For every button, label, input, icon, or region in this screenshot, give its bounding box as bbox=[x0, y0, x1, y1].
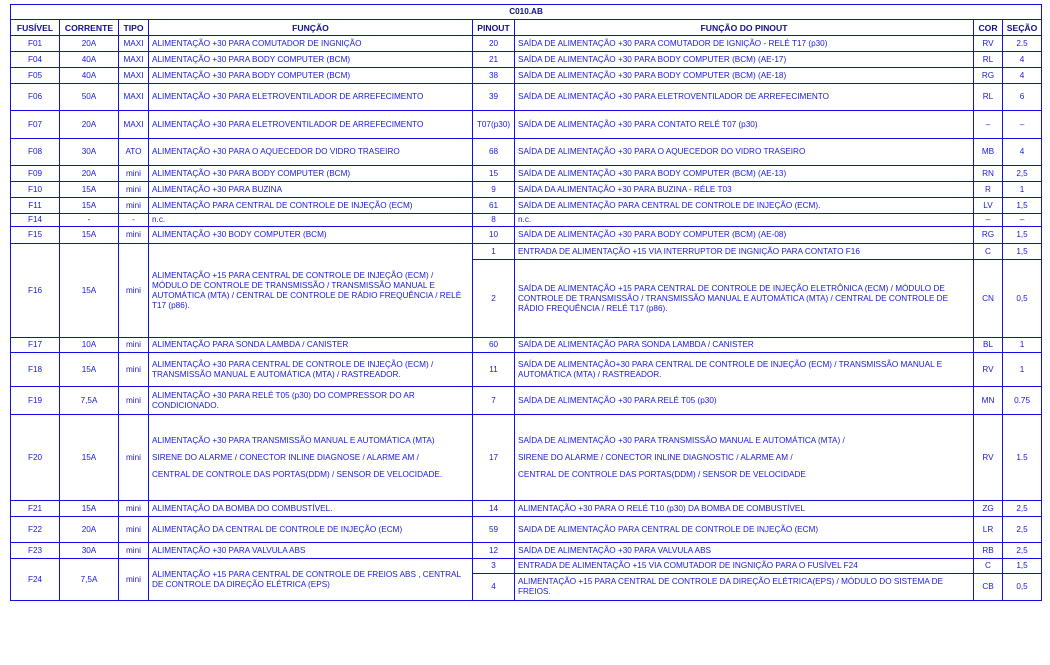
wire-color: MB bbox=[974, 139, 1003, 166]
fuse-type: mini bbox=[119, 543, 149, 559]
wire-section: 1 bbox=[1003, 182, 1042, 198]
fuse-function: ALIMENTAÇÃO +30 PARA VALVULA ABS bbox=[149, 543, 473, 559]
pinout-function: SAÍDA DE ALIMENTAÇÃO +30 PARA BODY COMPUTER (BCM) (AE-18) bbox=[515, 68, 974, 84]
pinout: 9 bbox=[473, 182, 515, 198]
pinout: 21 bbox=[473, 52, 515, 68]
fuse-current: 15A bbox=[60, 501, 119, 517]
fuse-function: ALIMENTAÇÃO PARA CENTRAL DE CONTROLE DE INJEÇÃO (ECM) bbox=[149, 198, 473, 214]
fuse-id: F22 bbox=[11, 517, 60, 543]
fuse-id: F20 bbox=[11, 415, 60, 501]
pinout-function: SAÍDA DE ALIMENTAÇÃO +30 PARA BODY COMPUTER (BCM) (AE-17) bbox=[515, 52, 974, 68]
fuse-id: F09 bbox=[11, 166, 60, 182]
header-tipo: TIPO bbox=[119, 20, 149, 36]
fuse-current: 15A bbox=[60, 198, 119, 214]
fuse-function: ALIMENTAÇÃO +30 PARA BUZINA bbox=[149, 182, 473, 198]
fuse-function: n.c. bbox=[149, 214, 473, 227]
pinout-function bbox=[515, 415, 974, 501]
wire-section: 6 bbox=[1003, 84, 1042, 111]
fuse-function: ALIMENTAÇÃO +30 PARA RELÉ T05 (p30) DO COMPRESSOR DO AR CONDICIONADO. bbox=[149, 387, 473, 415]
wire-color: RL bbox=[974, 52, 1003, 68]
connector-title: C010.AB bbox=[11, 5, 1042, 20]
wire-section: – bbox=[1003, 214, 1042, 227]
pinout-function: ALIMENTAÇÃO +15 PARA CENTRAL DE CONTROLE DA DIREÇÃO ELÉTRICA(EPS) / MÓDULO DO SISTEMA DE FREIOS. bbox=[515, 574, 974, 601]
pinout: 17 bbox=[473, 415, 515, 501]
fuse-current: 20A bbox=[60, 517, 119, 543]
wire-color: BL bbox=[974, 338, 1003, 353]
fuse-type: MAXI bbox=[119, 52, 149, 68]
fuse-type: mini bbox=[119, 198, 149, 214]
pinout: 4 bbox=[473, 574, 515, 601]
fuse-function: ALIMENTAÇÃO DA BOMBA DO COMBUSTÍVEL. bbox=[149, 501, 473, 517]
table-row bbox=[11, 559, 1042, 574]
pinout-function: SAIDA DE ALIMENTAÇÃO PARA CENTRAL DE CONTROLE DE INJEÇÃO (ECM) bbox=[515, 517, 974, 543]
fuse-current: 15A bbox=[60, 244, 119, 338]
fuse-id: F21 bbox=[11, 501, 60, 517]
fuse-current: 40A bbox=[60, 52, 119, 68]
table-row bbox=[11, 36, 1042, 52]
wire-section: 1 bbox=[1003, 353, 1042, 387]
wire-section: 2.5 bbox=[1003, 36, 1042, 52]
wire-color: MN bbox=[974, 387, 1003, 415]
wire-section: 0,5 bbox=[1003, 574, 1042, 601]
wire-color: CN bbox=[974, 260, 1003, 338]
table-body bbox=[11, 36, 1042, 601]
pinout: 60 bbox=[473, 338, 515, 353]
fuse-type: MAXI bbox=[119, 111, 149, 139]
wire-section: 4 bbox=[1003, 139, 1042, 166]
wire-color: ZG bbox=[974, 501, 1003, 517]
fuse-type: mini bbox=[119, 415, 149, 501]
fuse-id: F14 bbox=[11, 214, 60, 227]
fuse-function: ALIMENTAÇÃO +30 PARA COMUTADOR DE INGNIÇÃO bbox=[149, 36, 473, 52]
pinout-function: SAÍDA DE ALIMENTAÇÃO +30 PARA VALVULA ABS bbox=[515, 543, 974, 559]
fuse-type: mini bbox=[119, 244, 149, 338]
fuse-table bbox=[10, 4, 1042, 601]
fuse-type: mini bbox=[119, 166, 149, 182]
pinout: 59 bbox=[473, 517, 515, 543]
fuse-current: 15A bbox=[60, 182, 119, 198]
pinout: 38 bbox=[473, 68, 515, 84]
wire-color: – bbox=[974, 214, 1003, 227]
table-row bbox=[11, 244, 1042, 260]
fuse-function: ALIMENTAÇÃO +30 BODY COMPUTER (BCM) bbox=[149, 227, 473, 244]
pinout: 15 bbox=[473, 166, 515, 182]
wire-color: RL bbox=[974, 84, 1003, 111]
fuse-id: F17 bbox=[11, 338, 60, 353]
fuse-type: mini bbox=[119, 387, 149, 415]
table-row bbox=[11, 387, 1042, 415]
fuse-type: mini bbox=[119, 182, 149, 198]
fuse-function: ALIMENTAÇÃO +30 PARA ELETROVENTILADOR DE ARREFECIMENTO bbox=[149, 111, 473, 139]
fuse-function: ALIMENTAÇÃO DA CENTRAL DE CONTROLE DE INJEÇÃO (ECM) bbox=[149, 517, 473, 543]
fuse-id: F23 bbox=[11, 543, 60, 559]
pinout-function: SAÍDA DE ALIMENTAÇÃO +30 PARA BODY COMPUTER (BCM) (AE-08) bbox=[515, 227, 974, 244]
fuse-current: 30A bbox=[60, 543, 119, 559]
wire-section: 0.75 bbox=[1003, 387, 1042, 415]
header-fusivel: FUSÍVEL bbox=[11, 20, 60, 36]
table-row bbox=[11, 84, 1042, 111]
wire-color: – bbox=[974, 111, 1003, 139]
pinout-function: SAÍDA DE ALIMENTAÇÃO +30 PARA ELETROVENTILADOR DE ARREFECIMENTO bbox=[515, 84, 974, 111]
pinout: 12 bbox=[473, 543, 515, 559]
wire-section: 1,5 bbox=[1003, 198, 1042, 214]
header-cor: COR bbox=[974, 20, 1003, 36]
fuse-id: F10 bbox=[11, 182, 60, 198]
table-row bbox=[11, 517, 1042, 543]
wire-color: RN bbox=[974, 166, 1003, 182]
table-row bbox=[11, 338, 1042, 353]
pinout-function: ENTRADA DE ALIMENTAÇÃO +15 VIA INTERRUPTOR DE INGNIÇÃO PARA CONTATO F16 bbox=[515, 244, 974, 260]
table-row bbox=[11, 52, 1042, 68]
wire-color: C bbox=[974, 244, 1003, 260]
fuse-id: F19 bbox=[11, 387, 60, 415]
wire-color: RV bbox=[974, 353, 1003, 387]
wire-section: 2,5 bbox=[1003, 517, 1042, 543]
fuse-function: ALIMENTAÇÃO +30 PARA ELETROVENTILADOR DE ARREFECIMENTO bbox=[149, 84, 473, 111]
wire-color: RG bbox=[974, 68, 1003, 84]
wire-color: CB bbox=[974, 574, 1003, 601]
fuse-current: 50A bbox=[60, 84, 119, 111]
fuse-type: MAXI bbox=[119, 68, 149, 84]
wire-section: 1.5 bbox=[1003, 415, 1042, 501]
pinout-function-line: SIRENE DO ALARME / CONECTOR INLINE DIAGNOSTIC / ALARME AM / bbox=[518, 452, 793, 462]
fuse-function: ALIMENTAÇÃO PARA SONDA LAMBDA / CANISTER bbox=[149, 338, 473, 353]
pinout: 20 bbox=[473, 36, 515, 52]
table-row bbox=[11, 68, 1042, 84]
pinout-function-line: SAÍDA DE ALIMENTAÇÃO +30 PARA TRANSMISSÃO MANUAL E AUTOMÁTICA (MTA) / bbox=[518, 435, 845, 445]
header-funcao: FUNÇÃO bbox=[149, 20, 473, 36]
wire-section: 1,5 bbox=[1003, 244, 1042, 260]
wire-section: 4 bbox=[1003, 52, 1042, 68]
fuse-function: ALIMENTAÇÃO +30 PARA BODY COMPUTER (BCM) bbox=[149, 68, 473, 84]
fuse-function: ALIMENTAÇÃO +15 PARA CENTRAL DE CONTROLE DE INJEÇÃO (ECM) / MÓDULO DE CONTROLE DE TRANSMISSÃO / TRANSMISSÃO MANUAL E AUTOMÁTICA (MTA) / CENTRAL DE CONTROLE DE RÁDIO FREQUÊNCIA / RELÉ T17 (p86). bbox=[149, 244, 473, 338]
fuse-id: F01 bbox=[11, 36, 60, 52]
wire-section: 4 bbox=[1003, 68, 1042, 84]
fuse-current: 7,5A bbox=[60, 559, 119, 601]
table-row bbox=[11, 198, 1042, 214]
fuse-current: 30A bbox=[60, 139, 119, 166]
fuse-current: 10A bbox=[60, 338, 119, 353]
table-row bbox=[11, 214, 1042, 227]
pinout-function: SAÍDA DE ALIMENTAÇÃO+30 PARA CENTRAL DE CONTROLE DE INJEÇÃO (ECM) / TRANSMISSÃO MANUAL E AUTOMÁTICA (MTA) / RASTREADOR. bbox=[515, 353, 974, 387]
header-secao: SEÇÃO bbox=[1003, 20, 1042, 36]
fuse-type: MAXI bbox=[119, 36, 149, 52]
fuse-type: mini bbox=[119, 353, 149, 387]
wire-color: RV bbox=[974, 415, 1003, 501]
fuse-id: F07 bbox=[11, 111, 60, 139]
header-row bbox=[11, 20, 1042, 36]
pinout: 3 bbox=[473, 559, 515, 574]
header-pinout: PINOUT bbox=[473, 20, 515, 36]
pinout: 10 bbox=[473, 227, 515, 244]
wire-section: 2,5 bbox=[1003, 166, 1042, 182]
wire-color: LV bbox=[974, 198, 1003, 214]
fuse-type: mini bbox=[119, 517, 149, 543]
fuse-id: F15 bbox=[11, 227, 60, 244]
fuse-current: 40A bbox=[60, 68, 119, 84]
pinout: 61 bbox=[473, 198, 515, 214]
header-corrente: CORRENTE bbox=[60, 20, 119, 36]
fuse-id: F11 bbox=[11, 198, 60, 214]
wire-color: RB bbox=[974, 543, 1003, 559]
pinout: 8 bbox=[473, 214, 515, 227]
wire-color: RG bbox=[974, 227, 1003, 244]
fuse-current: 15A bbox=[60, 227, 119, 244]
fuse-current: 7,5A bbox=[60, 387, 119, 415]
fuse-type: ATO bbox=[119, 139, 149, 166]
pinout-function: SAÍDA DE ALIMENTAÇÃO +30 PARA COMUTADOR DE IGNIÇÃO - RELÉ T17 (p30) bbox=[515, 36, 974, 52]
wire-section: 2,5 bbox=[1003, 501, 1042, 517]
pinout: 7 bbox=[473, 387, 515, 415]
fuse-id: F04 bbox=[11, 52, 60, 68]
wire-section: 1 bbox=[1003, 338, 1042, 353]
wire-color: LR bbox=[974, 517, 1003, 543]
fuse-current: 15A bbox=[60, 353, 119, 387]
pinout: 2 bbox=[473, 260, 515, 338]
fuse-function: ALIMENTAÇÃO +15 PARA CENTRAL DE CONTROLE DE FREIOS ABS , CENTRAL DE CONTROLE DA DIREÇÃO ELÉTRICA (EPS) bbox=[149, 559, 473, 601]
header-funcao-pinout: FUNÇÃO DO PINOUT bbox=[515, 20, 974, 36]
fuse-current: 20A bbox=[60, 111, 119, 139]
wire-section: 0,5 bbox=[1003, 260, 1042, 338]
wire-color: R bbox=[974, 182, 1003, 198]
fuse-current: - bbox=[60, 214, 119, 227]
table-row bbox=[11, 415, 1042, 501]
table-row bbox=[11, 182, 1042, 198]
pinout-function-line: CENTRAL DE CONTROLE DAS PORTAS(DDM) / SENSOR DE VELOCIDADE bbox=[518, 469, 806, 479]
pinout: 68 bbox=[473, 139, 515, 166]
fuse-function: ALIMENTAÇÃO +30 PARA O AQUECEDOR DO VIDRO TRASEIRO bbox=[149, 139, 473, 166]
pinout-function: n.c. bbox=[515, 214, 974, 227]
table-row bbox=[11, 111, 1042, 139]
fuse-current: 20A bbox=[60, 166, 119, 182]
pinout-function: SAÍDA DE ALIMENTAÇÃO +30 PARA RELÉ T05 (p30) bbox=[515, 387, 974, 415]
table-row bbox=[11, 543, 1042, 559]
pinout-function: SAÍDA DE ALIMENTAÇÃO +30 PARA BODY COMPUTER (BCM) (AE-13) bbox=[515, 166, 974, 182]
pinout-function: ALIMENTAÇÃO +30 PARA O RELÉ T10 (p30) DA BOMBA DE COMBUSTÍVEL bbox=[515, 501, 974, 517]
pinout-function: ENTRADA DE ALIMENTAÇÃO +15 VIA COMUTADOR DE INGNIÇÃO PARA O FUSÍVEL F24 bbox=[515, 559, 974, 574]
fuse-type: mini bbox=[119, 227, 149, 244]
wire-section: 1,5 bbox=[1003, 227, 1042, 244]
pinout-function: SAÍDA DE ALIMENTAÇÃO +15 PARA CENTRAL DE CONTROLE DE INJEÇÃO ELETRÔNICA (ECM) / MÓDULO DE CONTROLE DE TRANSMISSÃO / TRANSMISSÃO MANUAL E AUTOMÁTICA (MTA) / CENTRAL DE CONTROLE DE RÁDIO FREQUÊNCIA / RELÉ T17 (p86). bbox=[515, 260, 974, 338]
fuse-function-line: ALIMENTAÇÃO +30 PARA TRANSMISSÃO MANUAL E AUTOMÁTICA (MTA) bbox=[152, 435, 435, 445]
wire-section: – bbox=[1003, 111, 1042, 139]
fuse-id: F05 bbox=[11, 68, 60, 84]
pinout-function: SAÍDA DA ALIMENTAÇÃO +30 PARA BUZINA - RÉLE T03 bbox=[515, 182, 974, 198]
fuse-function: ALIMENTAÇÃO +30 PARA BODY COMPUTER (BCM) bbox=[149, 52, 473, 68]
fuse-type: mini bbox=[119, 559, 149, 601]
wire-section: 1,5 bbox=[1003, 559, 1042, 574]
fuse-function-line: CENTRAL DE CONTROLE DAS PORTAS(DDM) / SENSOR DE VELOCIDADE. bbox=[152, 469, 443, 479]
pinout-function: SAÍDA DE ALIMENTAÇÃO PARA CENTRAL DE CONTROLE DE INJEÇÃO (ECM). bbox=[515, 198, 974, 214]
fuse-id: F16 bbox=[11, 244, 60, 338]
pinout: 39 bbox=[473, 84, 515, 111]
fuse-id: F06 bbox=[11, 84, 60, 111]
fuse-current: 20A bbox=[60, 36, 119, 52]
fuse-function bbox=[149, 415, 473, 501]
fuse-type: MAXI bbox=[119, 84, 149, 111]
wire-section: 2,5 bbox=[1003, 543, 1042, 559]
pinout: 14 bbox=[473, 501, 515, 517]
fuse-function: ALIMENTAÇÃO +30 PARA CENTRAL DE CONTROLE DE INJEÇÃO (ECM) / TRANSMISSÃO MANUAL E AUTOMÁTICA (MTA) / RASTREADOR. bbox=[149, 353, 473, 387]
fuse-type: mini bbox=[119, 338, 149, 353]
fuse-type: mini bbox=[119, 501, 149, 517]
fuse-function: ALIMENTAÇÃO +30 PARA BODY COMPUTER (BCM) bbox=[149, 166, 473, 182]
fuse-type: - bbox=[119, 214, 149, 227]
fuse-id: F24 bbox=[11, 559, 60, 601]
fuse-function-line: SIRENE DO ALARME / CONECTOR INLINE DIAGNOSE / ALARME AM / bbox=[152, 452, 419, 462]
pinout: 11 bbox=[473, 353, 515, 387]
pinout: 1 bbox=[473, 244, 515, 260]
table-row bbox=[11, 501, 1042, 517]
pinout-function: SAÍDA DE ALIMENTAÇÃO +30 PARA O AQUECEDOR DO VIDRO TRASEIRO bbox=[515, 139, 974, 166]
table-row bbox=[11, 353, 1042, 387]
pinout: T07(p30) bbox=[473, 111, 515, 139]
table-row bbox=[11, 139, 1042, 166]
pinout-function: SAÍDA DE ALIMENTAÇÃO +30 PARA CONTATO RELÉ T07 (p30) bbox=[515, 111, 974, 139]
table-row bbox=[11, 227, 1042, 244]
pinout-function: SAÍDA DE ALIMENTAÇÃO PARA SONDA LAMBDA / CANISTER bbox=[515, 338, 974, 353]
fuse-current: 15A bbox=[60, 415, 119, 501]
wire-color: RV bbox=[974, 36, 1003, 52]
fuse-id: F08 bbox=[11, 139, 60, 166]
wire-color: C bbox=[974, 559, 1003, 574]
table-row bbox=[11, 166, 1042, 182]
fuse-id: F18 bbox=[11, 353, 60, 387]
